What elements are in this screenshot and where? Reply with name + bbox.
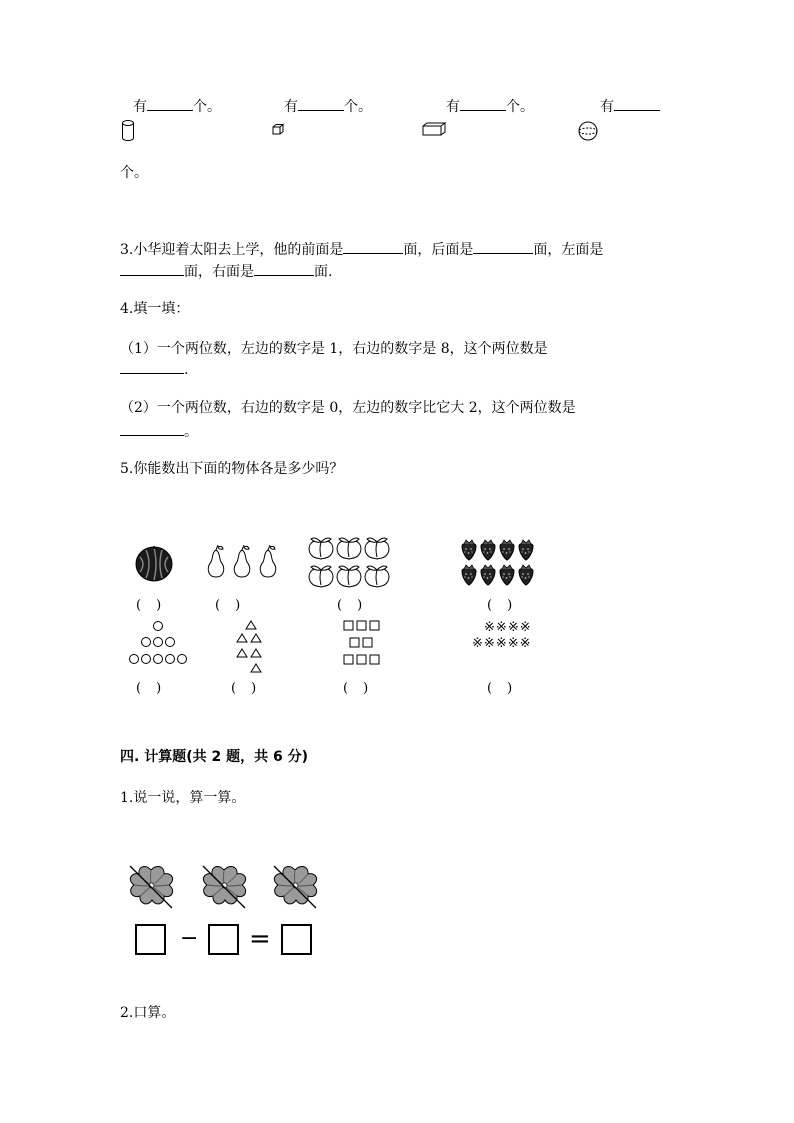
ge-label: 个。 (193, 99, 221, 115)
small-cube-icon (272, 124, 284, 136)
answer-paren[interactable]: ( ) (231, 681, 258, 696)
circle-icon (154, 638, 163, 647)
star-row-2 (472, 636, 532, 652)
answer-blank[interactable] (147, 96, 193, 111)
square-icon (350, 638, 359, 647)
peach-icon (309, 538, 333, 559)
cuboid-icon (422, 122, 446, 136)
q4-end: . (184, 362, 189, 378)
q3-text: 面. (314, 264, 333, 280)
strawberry-icon (462, 565, 476, 585)
triangle-icon (251, 634, 261, 642)
circle-icon (154, 655, 163, 664)
q4-title: 4.填一填： (120, 301, 190, 317)
strawberry-group (460, 540, 538, 588)
star-mark: ※ (519, 620, 532, 635)
q2-item-4 (600, 96, 660, 117)
peach-icon (365, 566, 389, 587)
circle-pyramid (127, 620, 189, 666)
answer-blank[interactable] (120, 359, 184, 374)
q2-item-3 (446, 96, 534, 117)
peach-icon (365, 538, 389, 559)
square-icon (344, 621, 353, 630)
star-mark: ※ (507, 636, 520, 651)
q2-item-1 (133, 96, 221, 117)
triangle-group (235, 620, 263, 676)
answer-paren[interactable]: ( ) (487, 681, 514, 696)
strawberry-icon (519, 565, 533, 585)
q5-title: 5.你能数出下面的物体各是多少吗？ (120, 461, 344, 477)
flower-group (122, 860, 326, 914)
section-heading: 四. 计算题(共 2 题，共 6 分) (120, 749, 308, 765)
minus-sign: − (180, 926, 199, 951)
answer-paren[interactable]: ( ) (215, 598, 242, 613)
q4-part1: （1）一个两位数，左边的数字是 1，右边的数字是 8，这个两位数是 (120, 341, 548, 357)
circle-icon (166, 638, 175, 647)
answer-paren[interactable]: ( ) (136, 681, 163, 696)
strawberry-icon (462, 540, 476, 560)
strawberry-icon (500, 540, 514, 560)
answer-blank[interactable] (120, 421, 184, 436)
strawberry-icon (519, 540, 533, 560)
answer-blank[interactable] (120, 261, 184, 276)
wrap-ge-text: 个。 (120, 165, 148, 181)
square-icon (370, 621, 379, 630)
pear-group (205, 544, 281, 580)
answer-blank[interactable] (614, 96, 660, 111)
pear-icon (208, 545, 223, 577)
sphere-icon (578, 121, 598, 141)
answer-paren[interactable]: ( ) (337, 598, 364, 613)
strawberry-icon (481, 565, 495, 585)
q3-text: 面，左面是 (533, 242, 604, 258)
ge-label: 个。 (506, 99, 534, 115)
circle-icon (178, 655, 187, 664)
cylinder-icon (121, 119, 135, 143)
ge-label: 个。 (344, 99, 372, 115)
watermelon-icon (134, 545, 174, 583)
q3-line-2 (120, 261, 332, 282)
answer-box-3[interactable] (281, 924, 312, 955)
q3-line-1 (120, 239, 603, 260)
circle-icon (154, 622, 163, 631)
peach-icon (337, 538, 361, 559)
square-group (343, 620, 381, 666)
circle-icon (130, 655, 139, 664)
q3-text: 面，右面是 (184, 264, 254, 280)
peach-icon (337, 566, 361, 587)
crossed-flower-icon (274, 866, 317, 908)
you-label: 有 (446, 99, 460, 115)
answer-box-1[interactable] (135, 924, 166, 955)
circle-icon (166, 655, 175, 664)
q2-item-2 (284, 96, 372, 117)
answer-blank[interactable] (254, 261, 314, 276)
square-icon (370, 655, 379, 664)
answer-blank[interactable] (298, 96, 344, 111)
circle-icon (142, 655, 151, 664)
answer-blank[interactable] (460, 96, 506, 111)
answer-box-2[interactable] (208, 924, 239, 955)
q3-text: 3.小华迎着太阳去上学，他的前面是 (120, 242, 344, 258)
q4-part2: （2）一个两位数，右边的数字是 0，左边的数字比它大 2，这个两位数是 (120, 400, 576, 416)
triangle-icon (251, 664, 261, 672)
star-mark: ※ (484, 620, 496, 635)
star-mark: ※ (472, 636, 484, 651)
strawberry-icon (500, 565, 514, 585)
peach-group (307, 535, 391, 589)
q3-text: 面，后面是 (403, 242, 474, 258)
square-icon (363, 638, 372, 647)
triangle-icon (237, 634, 247, 642)
strawberry-icon (481, 540, 495, 560)
answer-blank[interactable] (343, 239, 403, 254)
you-label: 有 (600, 99, 614, 115)
pear-icon (234, 545, 249, 577)
q4-end: 。 (184, 424, 198, 440)
you-label: 有 (133, 99, 147, 115)
star-mark: ※ (483, 636, 496, 651)
star-mark: ※ (519, 636, 532, 651)
crossed-flower-icon (130, 866, 173, 908)
triangle-icon (237, 649, 247, 657)
answer-blank[interactable] (473, 239, 533, 254)
you-label: 有 (284, 99, 298, 115)
star-mark: ※ (495, 620, 508, 635)
q4-part1-answer (120, 359, 188, 380)
triangle-icon (251, 649, 261, 657)
star-mark: ※ (507, 620, 520, 635)
pear-icon (260, 545, 275, 577)
star-mark: ※ (495, 636, 508, 651)
circle-icon (142, 638, 151, 647)
crossed-flower-icon (203, 866, 246, 908)
answer-paren[interactable]: ( ) (487, 598, 514, 613)
square-icon (357, 621, 366, 630)
square-icon (357, 655, 366, 664)
star-row-1 (484, 620, 532, 636)
q4-part2-answer (120, 421, 198, 442)
answer-paren[interactable]: ( ) (343, 681, 370, 696)
answer-paren[interactable]: ( ) (136, 598, 163, 613)
triangle-icon (246, 621, 256, 629)
square-icon (344, 655, 353, 664)
peach-icon (309, 566, 333, 587)
equals-sign: = (249, 924, 271, 954)
sec4-q2-title: 2.口算。 (120, 1005, 176, 1021)
sec4-q1-title: 1.说一说，算一算。 (120, 790, 246, 806)
